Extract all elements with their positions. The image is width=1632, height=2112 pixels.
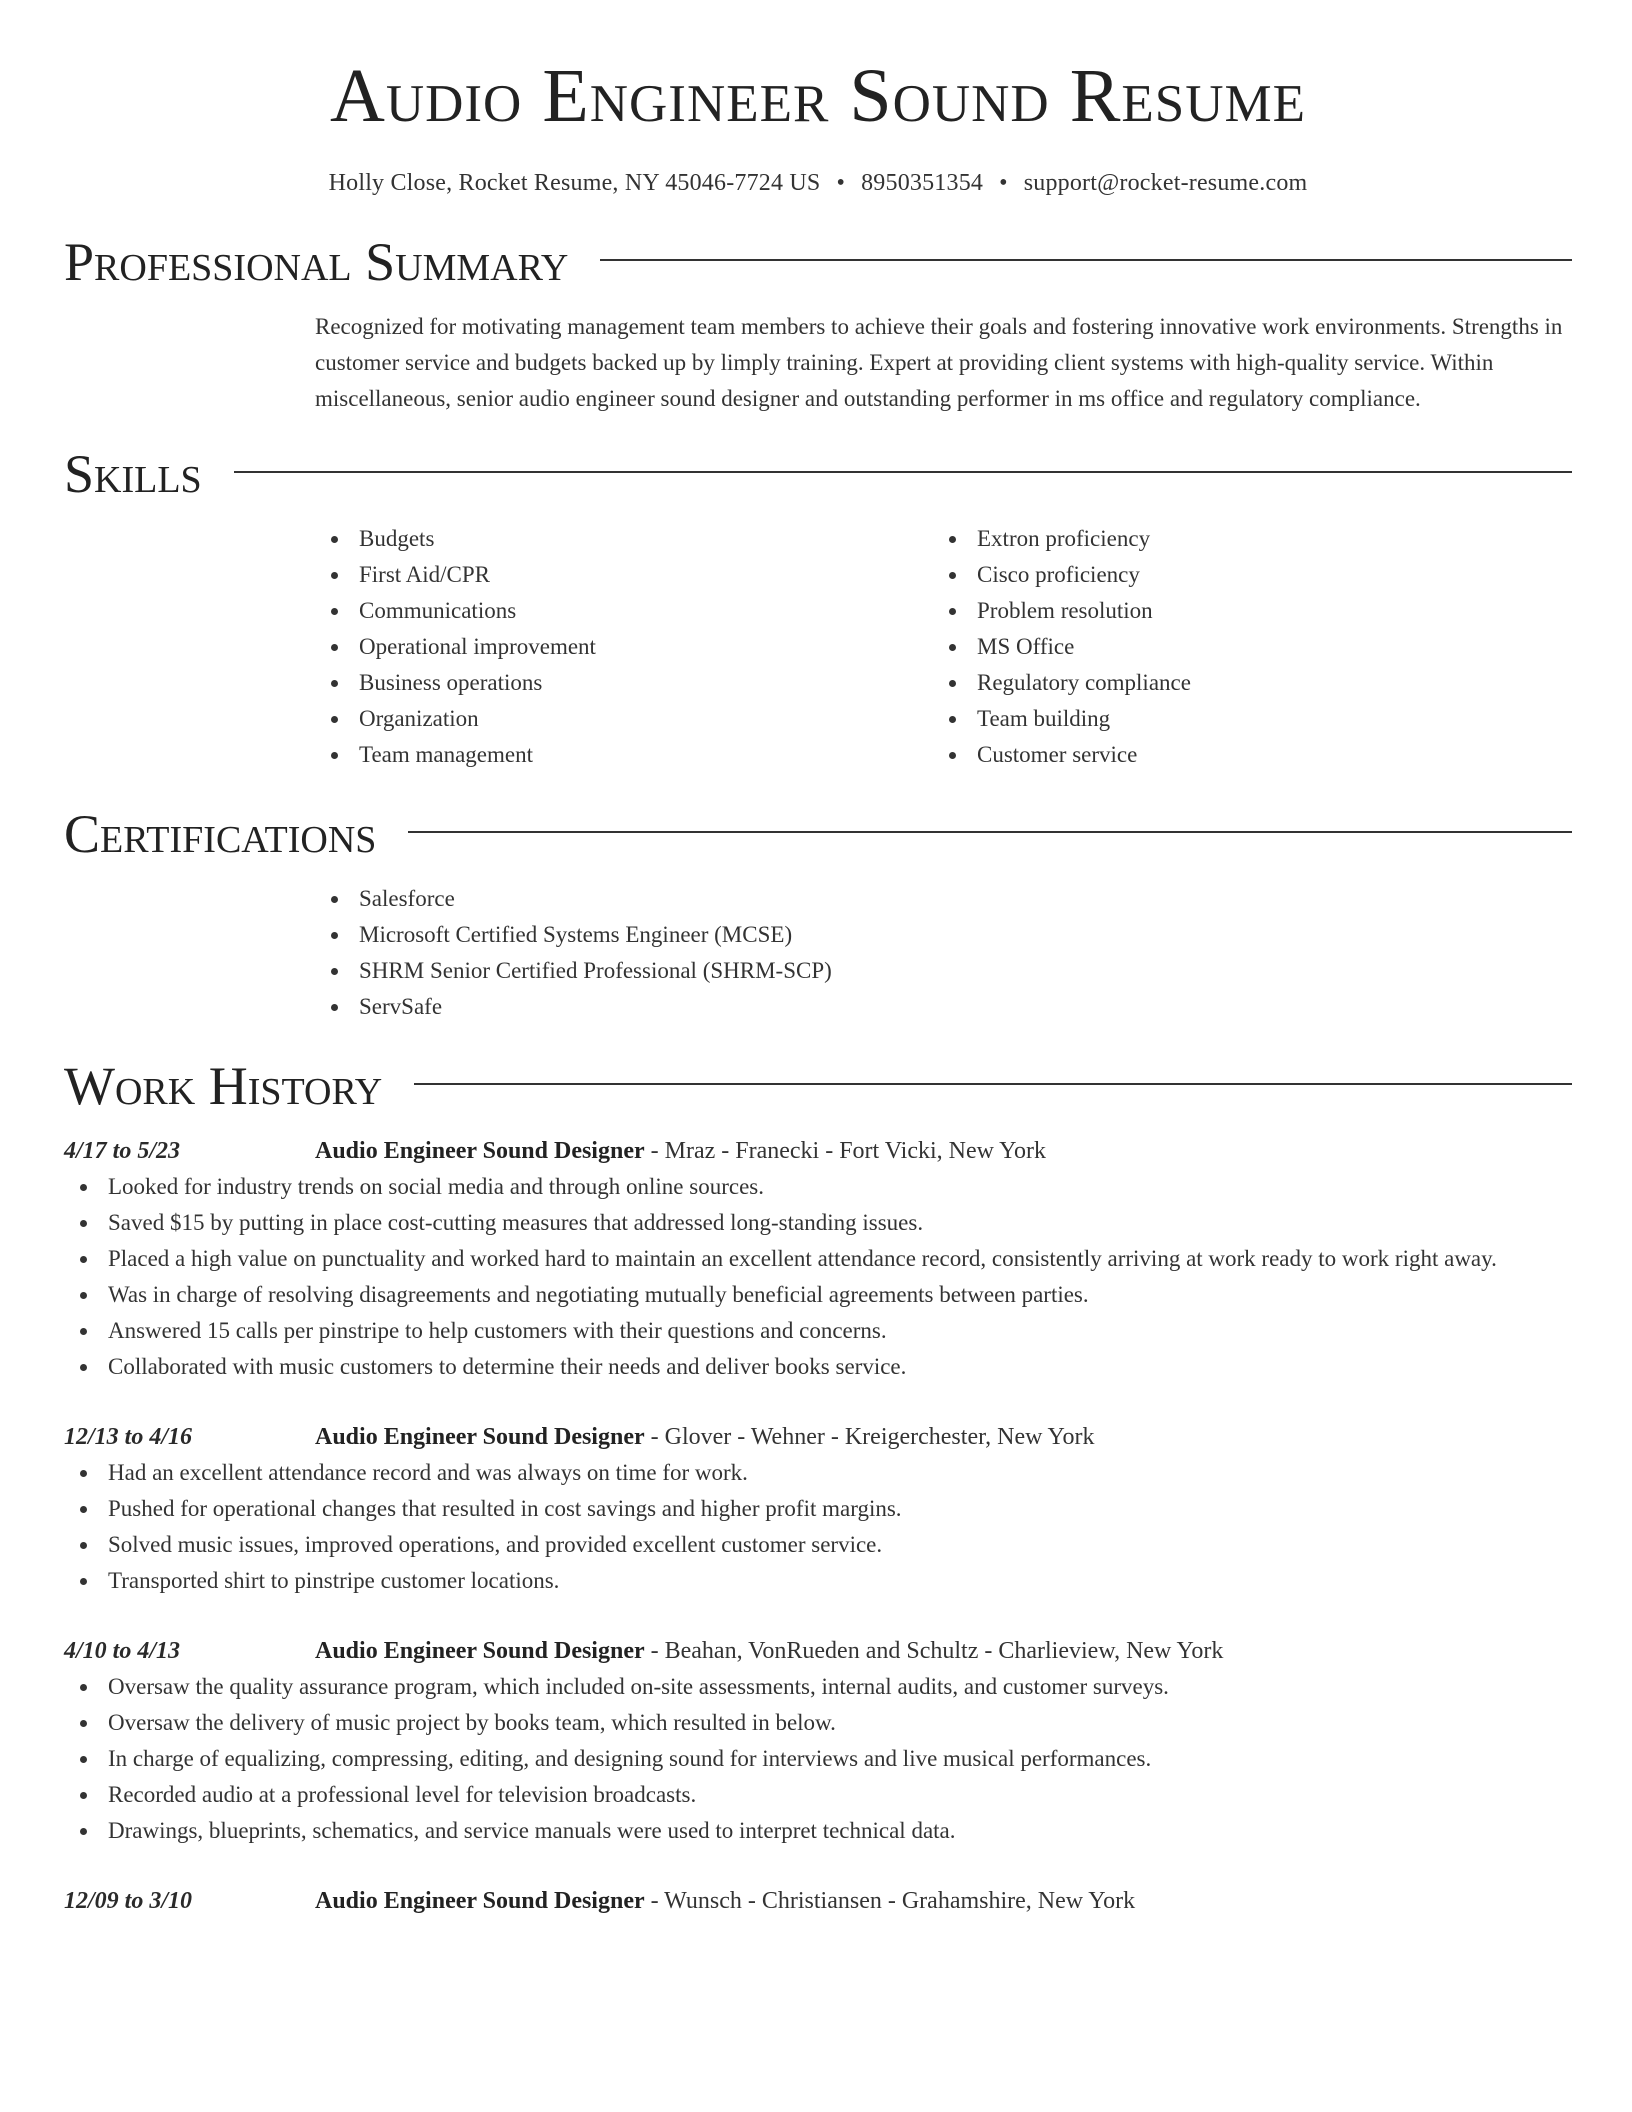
summary-text: Recognized for motivating management team members to achieve their goals and fostering innovative work environments. Strengths in customer service and budgets backed up by limply training. Expert at providing client systems with high-quality service. Within miscellaneous, senior audio engineer sound designer and outstanding performer in ms office and regulatory compliance. <box>315 314 1563 411</box>
job-title: Audio Engineer Sound Designer <box>315 1138 645 1164</box>
job-dates: 12/09 to 3/10 <box>64 1888 193 1914</box>
skill-item: Customer service <box>933 737 1551 773</box>
skill-item: Cisco proficiency <box>933 557 1551 593</box>
work-history-section <box>64 1056 1572 1919</box>
job-entry <box>64 1883 1572 1919</box>
contact-separator: • <box>836 170 846 196</box>
section-divider <box>408 831 1572 833</box>
job-bullet: Answered 15 calls per pinstripe to help customers with their questions and concerns. <box>64 1313 1572 1349</box>
job-entry <box>64 1419 1572 1599</box>
work-history-heading: Work History <box>64 1056 383 1116</box>
job-header <box>64 1133 1572 1169</box>
job-header <box>64 1419 1572 1455</box>
job-bullets <box>64 1169 1572 1385</box>
resume-page <box>64 0 1572 1919</box>
skill-item: Team building <box>933 701 1551 737</box>
section-divider <box>414 1083 1572 1085</box>
summary-header <box>64 232 1572 292</box>
job-header <box>64 1633 1572 1669</box>
resume-title: Audio Engineer Sound Resume <box>329 54 1307 138</box>
job-bullet: Placed a high value on punctuality and worked hard to maintain an excellent attendance record, consistently arriving at work ready to work right away. <box>64 1241 1572 1277</box>
contact-line <box>64 170 1572 197</box>
job-heading <box>315 1419 1094 1455</box>
certification-item: SHRM Senior Certified Professional (SHRM-SCP) <box>315 953 1572 989</box>
skill-item: MS Office <box>933 629 1551 665</box>
job-employer: - Mraz - Franecki - Fort Vicki, New York <box>644 1138 1047 1164</box>
skill-item: Extron proficiency <box>933 521 1551 557</box>
job-bullet: Collaborated with music customers to determine their needs and deliver books service. <box>64 1349 1572 1385</box>
skill-item: Business operations <box>315 665 933 701</box>
certifications-list <box>315 881 1572 1025</box>
job-bullet: Oversaw the delivery of music project by books team, which resulted in below. <box>64 1705 1572 1741</box>
skills-header <box>64 444 1572 504</box>
job-heading <box>315 1633 1223 1669</box>
contact-separator: • <box>999 170 1008 196</box>
job-title: Audio Engineer Sound Designer <box>315 1888 645 1914</box>
skill-item: Problem resolution <box>933 593 1551 629</box>
job-bullets <box>64 1455 1572 1599</box>
job-title: Audio Engineer Sound Designer <box>315 1638 645 1664</box>
skills-list-right <box>933 521 1551 773</box>
job-bullet: Oversaw the quality assurance program, which included on-site assessments, internal audits, and customer surveys. <box>64 1669 1572 1705</box>
work-history-header <box>64 1056 1572 1116</box>
job-bullets <box>64 1669 1572 1849</box>
section-divider <box>600 259 1572 261</box>
job-employer: - Wunsch - Christiansen - Grahamshire, New York <box>644 1888 1136 1914</box>
job-bullet: Looked for industry trends on social media and through online sources. <box>64 1169 1572 1205</box>
skills-heading: Skills <box>64 444 202 504</box>
skill-item: First Aid/CPR <box>315 557 933 593</box>
certification-item: Salesforce <box>315 881 1572 917</box>
summary-heading: Professional Summary <box>64 232 569 292</box>
skill-item: Organization <box>315 701 933 737</box>
skill-item: Operational improvement <box>315 629 933 665</box>
skill-item: Communications <box>315 593 933 629</box>
job-bullet: Was in charge of resolving disagreements and negotiating mutually beneficial agreements between parties. <box>64 1277 1572 1313</box>
job-bullet: Had an excellent attendance record and was always on time for work. <box>64 1455 1572 1491</box>
job-bullet: Pushed for operational changes that resulted in cost savings and higher profit margins. <box>64 1491 1572 1527</box>
job-header <box>64 1883 1572 1919</box>
skills-grid <box>315 521 1572 773</box>
certifications-body <box>315 881 1572 1025</box>
skills-section <box>64 444 1572 773</box>
job-bullet: Saved $15 by putting in place cost-cutting measures that addressed long-standing issues. <box>64 1205 1572 1241</box>
job-bullet: Recorded audio at a professional level for television broadcasts. <box>64 1777 1572 1813</box>
job-entry <box>64 1633 1572 1849</box>
job-bullet: Transported shirt to pinstripe customer locations. <box>64 1563 1572 1599</box>
skill-item: Budgets <box>315 521 933 557</box>
job-bullet: Solved music issues, improved operations, and provided excellent customer service. <box>64 1527 1572 1563</box>
certifications-header <box>64 804 1572 864</box>
job-bullet: Drawings, blueprints, schematics, and service manuals were used to interpret technical data. <box>64 1813 1572 1849</box>
skill-item: Team management <box>315 737 933 773</box>
summary-section <box>64 232 1572 417</box>
certifications-heading: Certifications <box>64 804 377 864</box>
job-employer: - Beahan, VonRueden and Schultz - Charlieview, New York <box>644 1638 1224 1664</box>
contact-phone: 8950351354 <box>861 170 984 196</box>
job-title: Audio Engineer Sound Designer <box>315 1424 645 1450</box>
job-dates: 4/10 to 4/13 <box>64 1638 181 1664</box>
job-employer: - Glover - Wehner - Kreigerchester, New York <box>644 1424 1095 1450</box>
contact-email: support@rocket-resume.com <box>1023 170 1308 196</box>
contact-address: Holly Close, Rocket Resume, NY 45046-7724 US <box>328 170 821 196</box>
job-heading <box>315 1883 1135 1919</box>
job-dates: 4/17 to 5/23 <box>64 1138 181 1164</box>
job-bullet: In charge of equalizing, compressing, editing, and designing sound for interviews and live musical performances. <box>64 1741 1572 1777</box>
job-entry <box>64 1133 1572 1385</box>
section-divider <box>234 471 1572 473</box>
certifications-section <box>64 804 1572 1025</box>
certification-item: Microsoft Certified Systems Engineer (MCSE) <box>315 917 1572 953</box>
skills-list-left <box>315 521 933 773</box>
skill-item: Regulatory compliance <box>933 665 1551 701</box>
job-heading <box>315 1133 1046 1169</box>
job-dates: 12/13 to 4/16 <box>64 1424 193 1450</box>
certification-item: ServSafe <box>315 989 1572 1025</box>
